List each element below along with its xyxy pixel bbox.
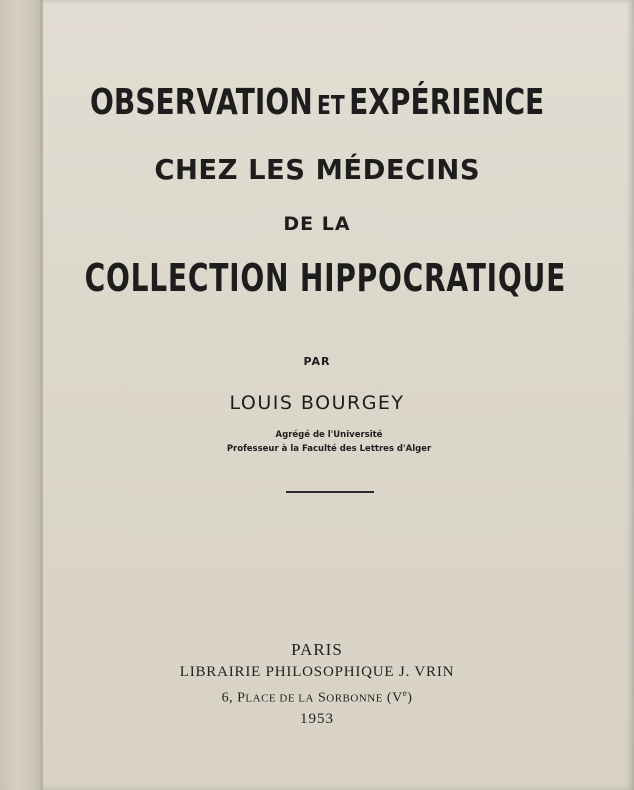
imprint-publisher: LIBRAIRIE PHILOSOPHIQUE J. VRIN [179,664,455,680]
title-line-2: CHEZ LES MÉDECINS [154,153,480,186]
divider-rule [286,491,374,493]
imprint-address: 6, PLACE DE LA SORBONNE (Ve) [221,688,413,706]
author-name: LOUIS BOURGEY [229,392,405,414]
title-line-1 [0,82,634,123]
title-line-3: DE LA [283,213,351,235]
title-word-experience: EXPÉRIENCE [348,82,545,123]
title-word-et: ET [316,91,345,121]
imprint-year: 1953 [300,711,334,727]
title-line-4: COLLECTION HIPPOCRATIQUE [84,256,567,300]
author-affiliation-2: Professeur à la Faculté des Lettres d'Alger [226,444,432,454]
title-word-observation: OBSERVATION [89,82,313,123]
imprint-city: PARIS [291,640,343,659]
by-label: PAR [303,355,331,368]
author-affiliation-1: Agrégé de l'Université [275,430,383,440]
